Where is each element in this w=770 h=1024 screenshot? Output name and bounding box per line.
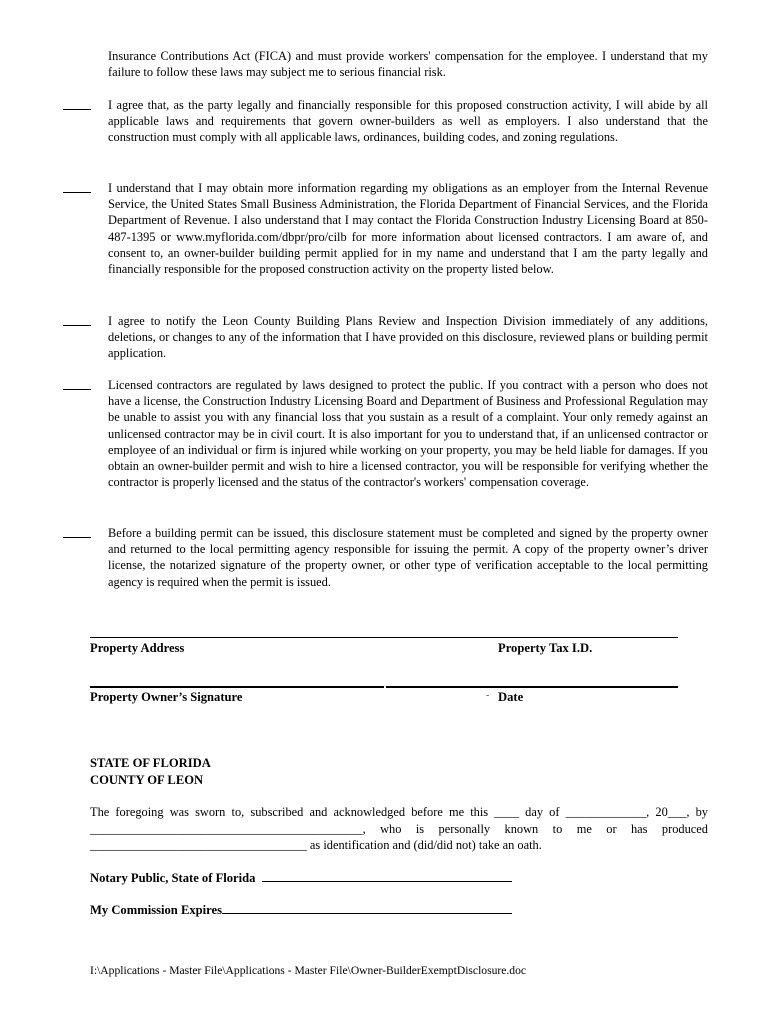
paragraph-disclosure-required: Before a building permit can be issued, this disclosure statement must be completed and signed by the property owner and returned to the local permitting agency responsible for issuing the permit. A copy of the property owner’s driver license, the notarized signature of the property owner, or other type of verification acceptable to the local permitting agency is required when the permit is issued. <box>108 526 708 589</box>
paragraph-employer-obligations: I understand that I may obtain more information regarding my obligations as an employer from the Internal Revenue Service, the United States Small Business Administration, the Florida Department of Financial Services, and the Florida Department of Revenue. I also understand that I may contact the Florida Construction Industry Licensing Board at 850-487-1395 or www.myflorida.com/dbpr/pro/cilb for more information about licensed contractors. I am aware of, and consent to, an owner-builder building permit applied for in my name and understand that I am the party legally and financially responsible for the proposed construction activity on the property listed below. <box>108 181 708 277</box>
notary-signature-line[interactable] <box>262 871 512 882</box>
county-heading: COUNTY OF LEON <box>90 773 204 787</box>
initials-blank-5[interactable] <box>63 537 91 538</box>
separator-dot: - <box>486 690 490 701</box>
property-tax-id-label: Property Tax I.D. <box>498 641 593 655</box>
date-line[interactable] <box>386 686 678 688</box>
initials-blank-4[interactable] <box>63 389 91 390</box>
paragraph-notify-changes: I agree to notify the Leon County Building Plans Review and Inspection Division immediately of any additions, deletions, or changes to any of the information that I have provided on this disclosure, reviewed plans or building permit application. <box>108 314 708 361</box>
owner-signature-label: Property Owner’s Signature <box>90 690 243 704</box>
state-heading: STATE OF FLORIDA <box>90 756 211 770</box>
owner-signature-line[interactable] <box>90 686 384 688</box>
property-address-line[interactable] <box>90 637 678 638</box>
oath-paragraph: The foregoing was sworn to, subscribed and acknowledged before me this ____ day of _____________, 20___, by ____________________________________________, who is personally known to me or has produced ___________________________________ as identification and (did/did not) take an oath. <box>90 805 708 852</box>
initials-blank-1[interactable] <box>63 109 91 110</box>
notary-public-label: Notary Public, State of Florida <box>90 871 256 885</box>
initials-blank-2[interactable] <box>63 192 91 193</box>
initials-blank-3[interactable] <box>63 325 91 326</box>
date-label: Date <box>498 690 524 704</box>
paragraph-fica-continuation: Insurance Contributions Act (FICA) and must provide workers' compensation for the employee. I understand that my failure to follow these laws may subject me to serious financial risk. <box>108 49 708 80</box>
paragraph-licensed-contractors: Licensed contractors are regulated by laws designed to protect the public. If you contract with a person who does not have a license, the Construction Industry Licensing Board and Department of Business and Professional Regulation may be unable to assist you with any financial loss that you sustain as a result of a complaint. Your only remedy against an unlicensed contractor may be in civil court. It is also important for you to understand that, if an unlicensed contractor or employee of an individual or firm is injured while working on your property, you may be held liable for damages. If you obtain an owner-builder permit and wish to hire a licensed contractor, you will be responsible for verifying whether the contractor is properly licensed and the status of the contractor's workers' compensation coverage. <box>108 378 708 490</box>
notary-public-row <box>90 871 512 886</box>
commission-expires-line[interactable] <box>222 903 512 914</box>
footer-file-path: I:\Applications - Master File\Applications - Master File\Owner-BuilderExemptDisclosure.doc <box>90 964 527 977</box>
property-address-label: Property Address <box>90 641 185 655</box>
commission-expires-label: My Commission Expires <box>90 903 223 917</box>
paragraph-legal-responsibility: I agree that, as the party legally and financially responsible for this proposed construction activity, I will abide by all applicable laws and requirements that govern owner-builders as well as employers. I also understand that the construction must comply with all applicable laws, ordinances, building codes, and zoning regulations. <box>108 98 708 145</box>
commission-row <box>90 903 512 918</box>
